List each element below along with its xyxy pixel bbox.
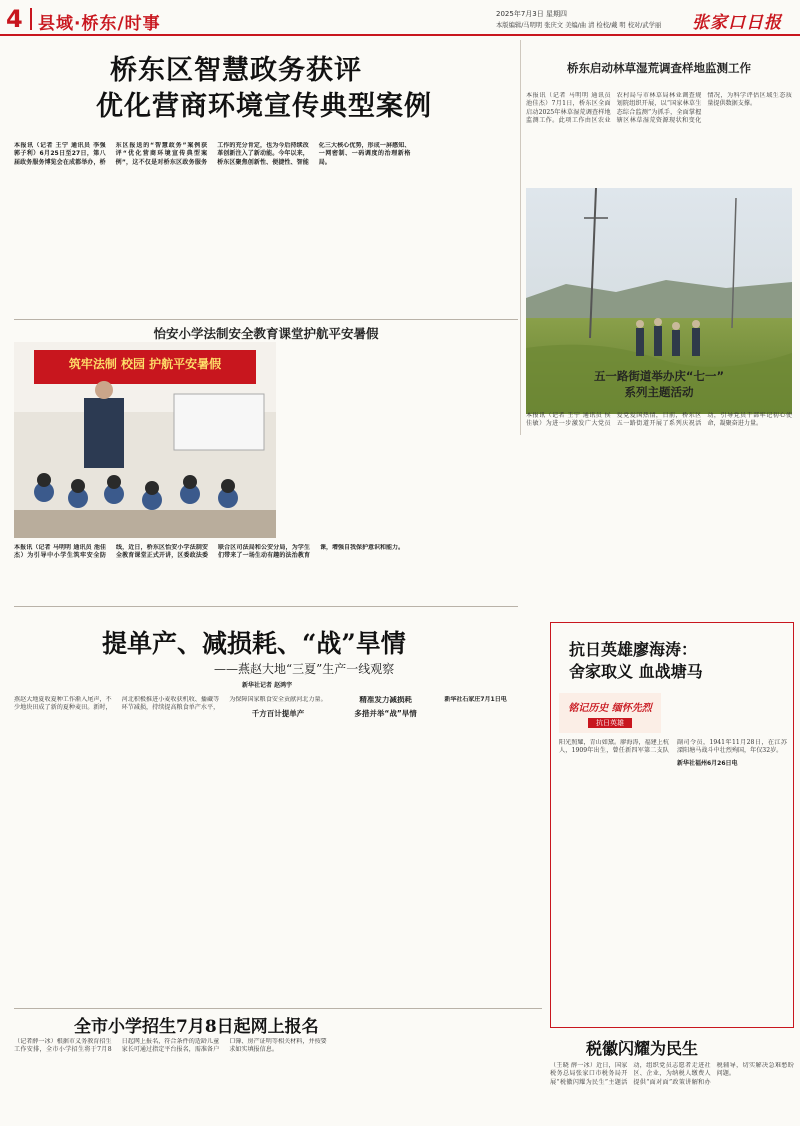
article8-title: 税徽闪耀为民生 (586, 1039, 699, 1058)
article-summer-harvest (14, 610, 542, 1010)
divider (520, 40, 521, 435)
article6-footer: 新华社福州6月26日电 (677, 759, 738, 767)
article3-body-right (282, 340, 514, 540)
calligraphy-subtext: 抗日英雄 (588, 718, 632, 728)
article6-lead: 阳光照耀，青山如黛。廖海涛，福建上杭人，1909年出生，曾任新四军第二支队副司令员，1941年11月28日，在江苏溧阳塘马战斗中壮烈殉国，年仅32岁。 (559, 739, 787, 755)
article6-body (559, 739, 787, 1023)
article-liao-haitao (550, 622, 794, 1028)
article2-body (526, 92, 792, 184)
article5-subhead2: 精准发力减损耗 (359, 696, 412, 704)
article7-title: 全市小学招生7月8日起网上报名 (74, 1017, 319, 1037)
article-smart-government (14, 38, 514, 320)
article2-lead: 本报讯（记者 马明明 通讯员 池佳杰）7月1日，桥东区全面启动2025年林草湿荒调查样地监测工作。此项工作由区农业农村局与市林草局林业调查规划院组织开展，以“国家林草生态综合监测”为抓手，全面掌握辖区林草湿荒资源现状和变化情况，为科学评估区域生态质量提供数据支撑。 (526, 92, 792, 124)
article-primary-enrollment (14, 1012, 542, 1122)
masthead-rule (0, 34, 800, 36)
calligraphy-text: 铭记历史 缅怀先烈 (568, 703, 652, 714)
article4-title-line2: 系列主题活动 (624, 385, 694, 399)
article7-body (14, 1038, 542, 1122)
article3-title: 怡安小学法制安全教育课堂护航平安暑假 (153, 326, 379, 341)
article6-kicker: 抗日英雄廖海涛： (569, 640, 698, 659)
article4-title-line1: 五一路街道举办庆“七一” (593, 369, 725, 383)
article6-title: 舍家取义 血战塘马 (569, 662, 703, 681)
date-line: 2025年7月3日 星期四 (496, 10, 567, 18)
article1-title-line2: 优化营商环境宣传典型案例 (96, 91, 432, 122)
article1-title-line1: 桥东区智慧政务获评 (110, 55, 362, 86)
article5-subhead1: 千方百计提单产 (251, 709, 305, 719)
article5-agency: 新华社记者 赵鸿宇 (242, 682, 293, 689)
calligraphy-banner (559, 693, 661, 733)
page-number-divider (30, 8, 32, 30)
article8-body (550, 1062, 794, 1124)
article5-title: 提单产、减损耗、“战”旱情 (102, 629, 406, 658)
section-title: 县域·桥东/时事 (38, 14, 161, 34)
article8-lead: （王晓 薛一冰）近日，国家税务总局张家口市税务局开展“税徽闪耀为民生”主题活动，组织党员志愿者走进社区、企业，为纳税人缴费人提供“面对面”政策讲解和办税辅导，切实解决急难愁盼问题。 (550, 1062, 794, 1086)
page-number: 4 (6, 5, 23, 33)
article-tax-service (550, 1036, 794, 1124)
article3-lead: 本报讯（记者 马明明 通讯员 池佳杰）为引导中小学生筑牢安全防线，近日，桥东区怡安小学法制安全教育课堂正式开讲，区委政法委联合区司法局和公安分局，为学生们带来了一场生动有趣的法治教育课，增强自我保护意识和能力。 (14, 544, 405, 560)
article5-subhead3: 多措并举“战”旱情 (354, 709, 417, 719)
article7-lead: （记者薛一冰）根据市义务教育招生工作安排，全市小学招生将于7月8日起网上报名，符合条件的适龄儿童家长可通过指定平台报名，需准备户口簿、房产证明等相关材料，并按要求如实填报信息。 (14, 1038, 327, 1054)
divider (14, 1008, 542, 1009)
article5-footer: 新华社石家庄7月1日电 (444, 696, 507, 703)
article3-body (14, 544, 514, 604)
editors-line: 本版编辑/马明明 张庆文 美编/曲 清 检校/戴 明 校对/武学丽 (496, 22, 662, 29)
article-july-first-events (526, 368, 792, 568)
school-classroom-photo (14, 342, 276, 538)
divider (14, 606, 518, 607)
banner-text: 筑牢法制 校园 护航平安暑假 (68, 357, 222, 371)
article4-body (526, 412, 792, 602)
article1-body (14, 142, 512, 288)
article5-subtitle: ——燕赵大地“三夏”生产一线观察 (214, 662, 395, 676)
article-forest-monitoring (526, 60, 792, 260)
article5-lead: 燕赵大地夏收夏种工作渐入尾声，不少地块田成了新的夏种麦田。新时，河北积极推进小麦收获机收、播藏等环节减损，持续提高粮食单产水平，为保障国家粮食安全贡献河北力量。 (14, 696, 327, 712)
paper-name-logo: 张家口日报 (692, 13, 782, 33)
article1-lead: 本报讯（记者 王宁 通讯员 李强 郭子利）6月25日至27日，第八届政务服务博览会在成都举办，桥东区报送的“智慧政务”案例获评“优化营商环境宣传典型案例”，这不仅是对桥东区政务服务工作的充分肯定，也为今后持续改革创新注入了新动能。今年以来，桥东区聚焦创新性、便捷性、智能化三大核心优势，形成一屏感知、一网密制、一码调度的治理新格局。 (14, 142, 411, 166)
article2-title: 桥东启动林草湿荒调查样地监测工作 (567, 61, 751, 75)
article5-body (14, 696, 542, 1006)
article4-lead: 本报讯（记者 王宁 通讯员 侯佳敏）为进一步激发广大党员爱党爱国热情，日前，桥东区五一路街道开展了系列庆祝活动，引导党员干部牢记初心使命，凝聚奋进力量。 (526, 412, 792, 428)
masthead (0, 0, 800, 42)
divider (14, 319, 518, 320)
